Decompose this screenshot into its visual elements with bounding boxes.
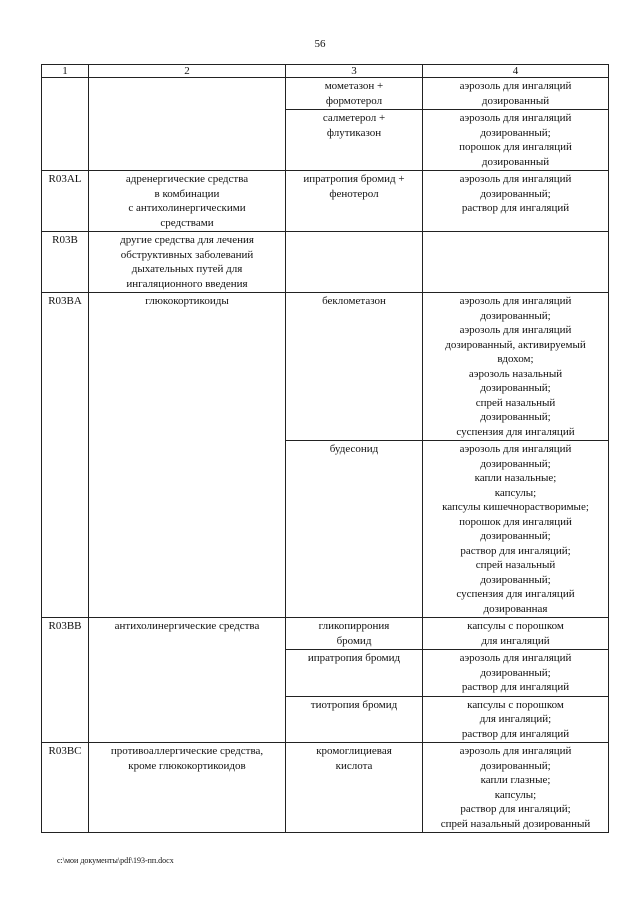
form-line: раствор для ингаляций: [461, 202, 570, 214]
group-line: в комбинации: [154, 187, 220, 200]
form-line: капли назальные;: [474, 472, 557, 484]
group-cell: [89, 232, 286, 293]
drug-line: гликопиррония: [318, 620, 390, 632]
form-line: дозированный;: [480, 666, 551, 679]
form-line: дозированный, активируемый: [445, 338, 586, 351]
form-line: аэрозоль для ингаляций: [459, 652, 572, 664]
drug-cell: [286, 743, 423, 833]
drug-cell: [286, 232, 423, 293]
group-line: дыхательных путей для: [131, 263, 243, 275]
form-line: дозированный;: [480, 411, 551, 423]
form-line: раствор для ингаляций: [461, 727, 570, 740]
form-line: раствор для ингаляций;: [460, 803, 571, 815]
table-row: [42, 232, 609, 293]
drug-line: ипратропия бромид: [307, 652, 401, 664]
form-line: аэрозоль для ингаляций: [459, 112, 572, 124]
group-line: обструктивных заболеваний: [120, 248, 254, 261]
form-line: дозированный;: [480, 126, 551, 139]
header-col-4: 4: [423, 65, 609, 78]
form-line: раствор для ингаляций: [461, 681, 570, 693]
form-line: капсулы с порошком: [467, 620, 564, 632]
form-line: вдохом;: [497, 353, 534, 365]
code-cell: R03BC: [42, 743, 89, 833]
code-cell: R03BA: [42, 293, 89, 618]
drug-line: фенотерол: [329, 187, 379, 200]
table-row: [42, 78, 609, 110]
drug-line: флутиказон: [326, 126, 382, 139]
forms-cell: [423, 171, 609, 232]
group-line: средствами: [160, 216, 214, 229]
group-cell: [89, 293, 286, 618]
form-line: дозированный;: [480, 457, 551, 470]
form-line: раствор для ингаляций;: [460, 544, 571, 557]
code-cell: [42, 78, 89, 171]
form-line: аэрозоль для ингаляций: [459, 173, 572, 185]
table-row: [42, 743, 609, 833]
form-line: дозированный;: [480, 382, 551, 394]
table-header-row: [42, 65, 609, 78]
drug-line: ипратропия бромид +: [303, 173, 405, 185]
drug-line: формотерол: [325, 94, 383, 107]
table-row: [42, 618, 609, 650]
form-line: для ингаляций: [481, 634, 550, 647]
drug-line: кислота: [335, 759, 373, 772]
group-line: с антихолинергическими: [128, 202, 246, 214]
forms-cell: [423, 441, 609, 618]
drug-line: тиотропия бромид: [310, 698, 398, 711]
group-line: кроме глюкокортикоидов: [128, 759, 246, 772]
forms-cell: [423, 650, 609, 697]
forms-cell: [423, 696, 609, 743]
code-cell: R03AL: [42, 171, 89, 232]
drug-cell: [286, 78, 423, 110]
code-cell: R03B: [42, 232, 89, 293]
table-row: [42, 293, 609, 441]
drug-line: бромид: [336, 634, 372, 647]
form-line: капсулы;: [494, 486, 537, 499]
group-line: ингаляционного введения: [126, 277, 248, 290]
form-line: спрей назальный: [475, 559, 556, 571]
form-line: капсулы кишечнорастворимые;: [442, 501, 589, 513]
group-line: противоаллергические средства,: [110, 745, 264, 757]
form-line: для ингаляций;: [479, 713, 552, 725]
form-line: капли глазные;: [480, 774, 551, 786]
drug-line: салметерол +: [322, 112, 386, 124]
forms-cell: [423, 618, 609, 650]
form-line: аэрозоль для ингаляций: [459, 324, 572, 336]
form-line: капсулы с порошком: [467, 698, 564, 711]
drug-cell: [286, 650, 423, 697]
form-line: суспензия для ингаляций: [456, 425, 575, 438]
group-line: другие средства для лечения: [120, 234, 254, 246]
drug-line: будесонид: [329, 443, 379, 455]
form-line: порошок для ингаляций: [459, 141, 572, 153]
form-line: аэрозоль назальный: [468, 367, 563, 380]
forms-cell: [423, 293, 609, 441]
group-cell: [89, 743, 286, 833]
group-cell: [89, 78, 286, 171]
form-line: капсулы;: [494, 788, 537, 801]
group-line: антихолинергические средства: [114, 620, 260, 632]
group-cell: [89, 618, 286, 743]
form-line: аэрозоль для ингаляций: [459, 745, 572, 757]
drug-cell: [286, 110, 423, 171]
table-row: [42, 171, 609, 232]
form-line: суспензия для ингаляций: [456, 588, 575, 600]
form-line: дозированный: [481, 155, 550, 168]
forms-cell: [423, 78, 609, 110]
form-line: дозированная: [483, 602, 548, 615]
form-line: дозированный;: [480, 573, 551, 586]
form-line: аэрозоль для ингаляций: [459, 295, 572, 307]
form-line: аэрозоль для ингаляций: [459, 443, 572, 455]
drug-line: кромоглициевая: [316, 745, 392, 757]
drug-line: беклометазон: [322, 295, 386, 307]
form-line: спрей назальный: [475, 396, 556, 409]
forms-cell: [423, 232, 609, 293]
header-col-2: 2: [89, 65, 286, 78]
form-line: дозированный;: [480, 309, 551, 322]
drug-table: [41, 64, 609, 833]
page-number: 56: [314, 38, 326, 50]
form-line: аэрозоль для ингаляций: [459, 80, 572, 92]
form-line: дозированный;: [480, 187, 551, 200]
drug-cell: [286, 696, 423, 743]
form-line: дозированный;: [480, 530, 551, 542]
header-col-1: 1: [42, 65, 89, 78]
drug-cell: [286, 293, 423, 441]
footer-file-path: c:\мои документы\pdf\193-пп.docx: [57, 856, 174, 865]
form-line: дозированный: [481, 94, 550, 107]
form-line: порошок для ингаляций: [459, 515, 572, 528]
forms-cell: [423, 743, 609, 833]
drug-cell: [286, 171, 423, 232]
form-line: спрей назальный дозированный: [440, 817, 591, 830]
header-col-3: 3: [286, 65, 423, 78]
form-line: дозированный;: [480, 759, 551, 772]
forms-cell: [423, 110, 609, 171]
drug-line: мометазон +: [324, 80, 384, 92]
group-line: адренергические средства: [125, 173, 249, 185]
group-cell: [89, 171, 286, 232]
drug-cell: [286, 618, 423, 650]
code-cell: R03BB: [42, 618, 89, 743]
group-line: глюкокортикоиды: [145, 295, 229, 307]
drug-cell: [286, 441, 423, 618]
